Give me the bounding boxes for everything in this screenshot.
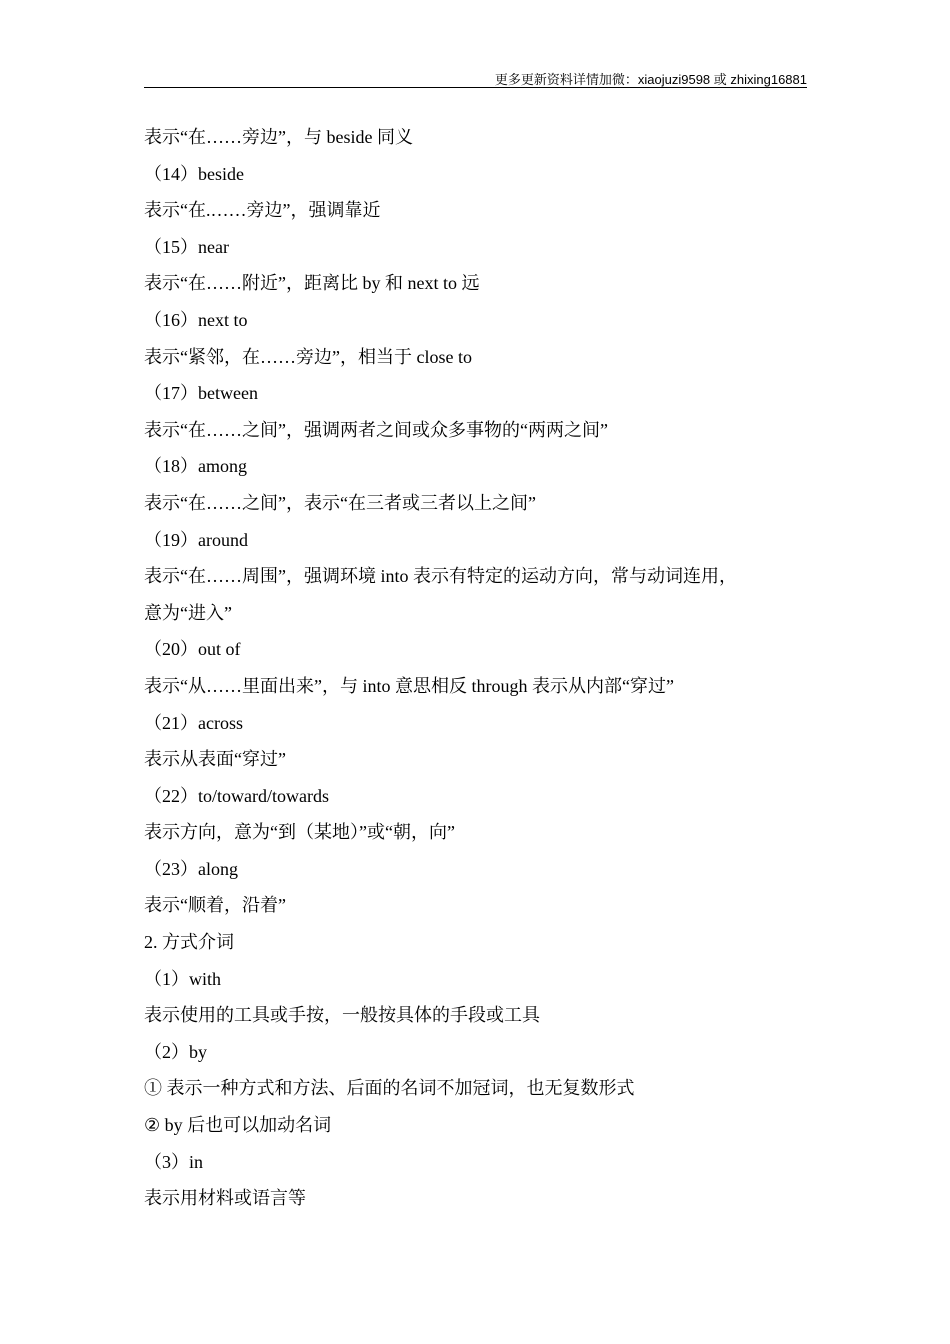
text-line: 表示“从……里面出来”，与 into 意思相反 through 表示从内部“穿过” [144,675,674,696]
text-line: 表示“在……之间”，表示“在三者或三者以上之间” [144,492,536,513]
item-heading: （23）along [144,858,238,879]
section-heading: 2. 方式介词 [144,932,234,953]
text-line: ① 表示一种方式和方法、后面的名词不加冠词，也无复数形式 [144,1078,635,1099]
text-line: 表示用材料或语言等 [144,1188,306,1209]
text-line: 表示从表面“穿过” [144,749,286,770]
header-contact-text: 更多更新资料详情加微：xiaojuzi9598 或 zhixing16881 [494,72,807,87]
item-heading: （18）among [144,456,247,477]
text-line: 表示“在……旁边”，与 beside 同义 [144,127,413,147]
item-heading: （14）beside [144,163,244,184]
item-heading: （2）by [144,1041,207,1062]
item-heading: （20）out of [144,639,241,660]
text-line: 表示方向，意为“到（某地）”或“朝，向” [144,822,455,843]
text-line: 表示“在……附近”，距离比 by 和 next to 远 [144,273,480,294]
text-line: 表示“在……周围”，强调环境 into 表示有特定的运动方向，常与动词连用， [144,566,737,587]
item-heading: （17）between [144,383,258,404]
item-heading: （21）across [144,712,243,733]
text-line: 表示“在.……旁边”，强调靠近 [144,200,381,221]
item-heading: （19）around [144,529,248,550]
text-line: 表示使用的工具或手按，一般按具体的手段或工具 [144,1005,540,1026]
text-line: 意为“进入” [144,602,232,623]
text-line: 表示“紧邻，在……旁边”，相当于 close to [144,346,472,367]
text-line: 表示“在……之间”，强调两者之间或众多事物的“两两之间” [144,419,608,440]
item-heading: （16）next to [144,309,248,330]
item-heading: （15）near [144,236,229,257]
text-line: ② by 后也可以加动名词 [144,1115,332,1136]
item-heading: （3）in [144,1151,204,1172]
item-heading: （22）to/toward/towards [144,785,329,806]
page-header [144,60,807,88]
item-heading: （1）with [144,968,222,989]
document-body [144,119,807,1217]
text-line: 表示“顺着，沿着” [144,895,286,916]
